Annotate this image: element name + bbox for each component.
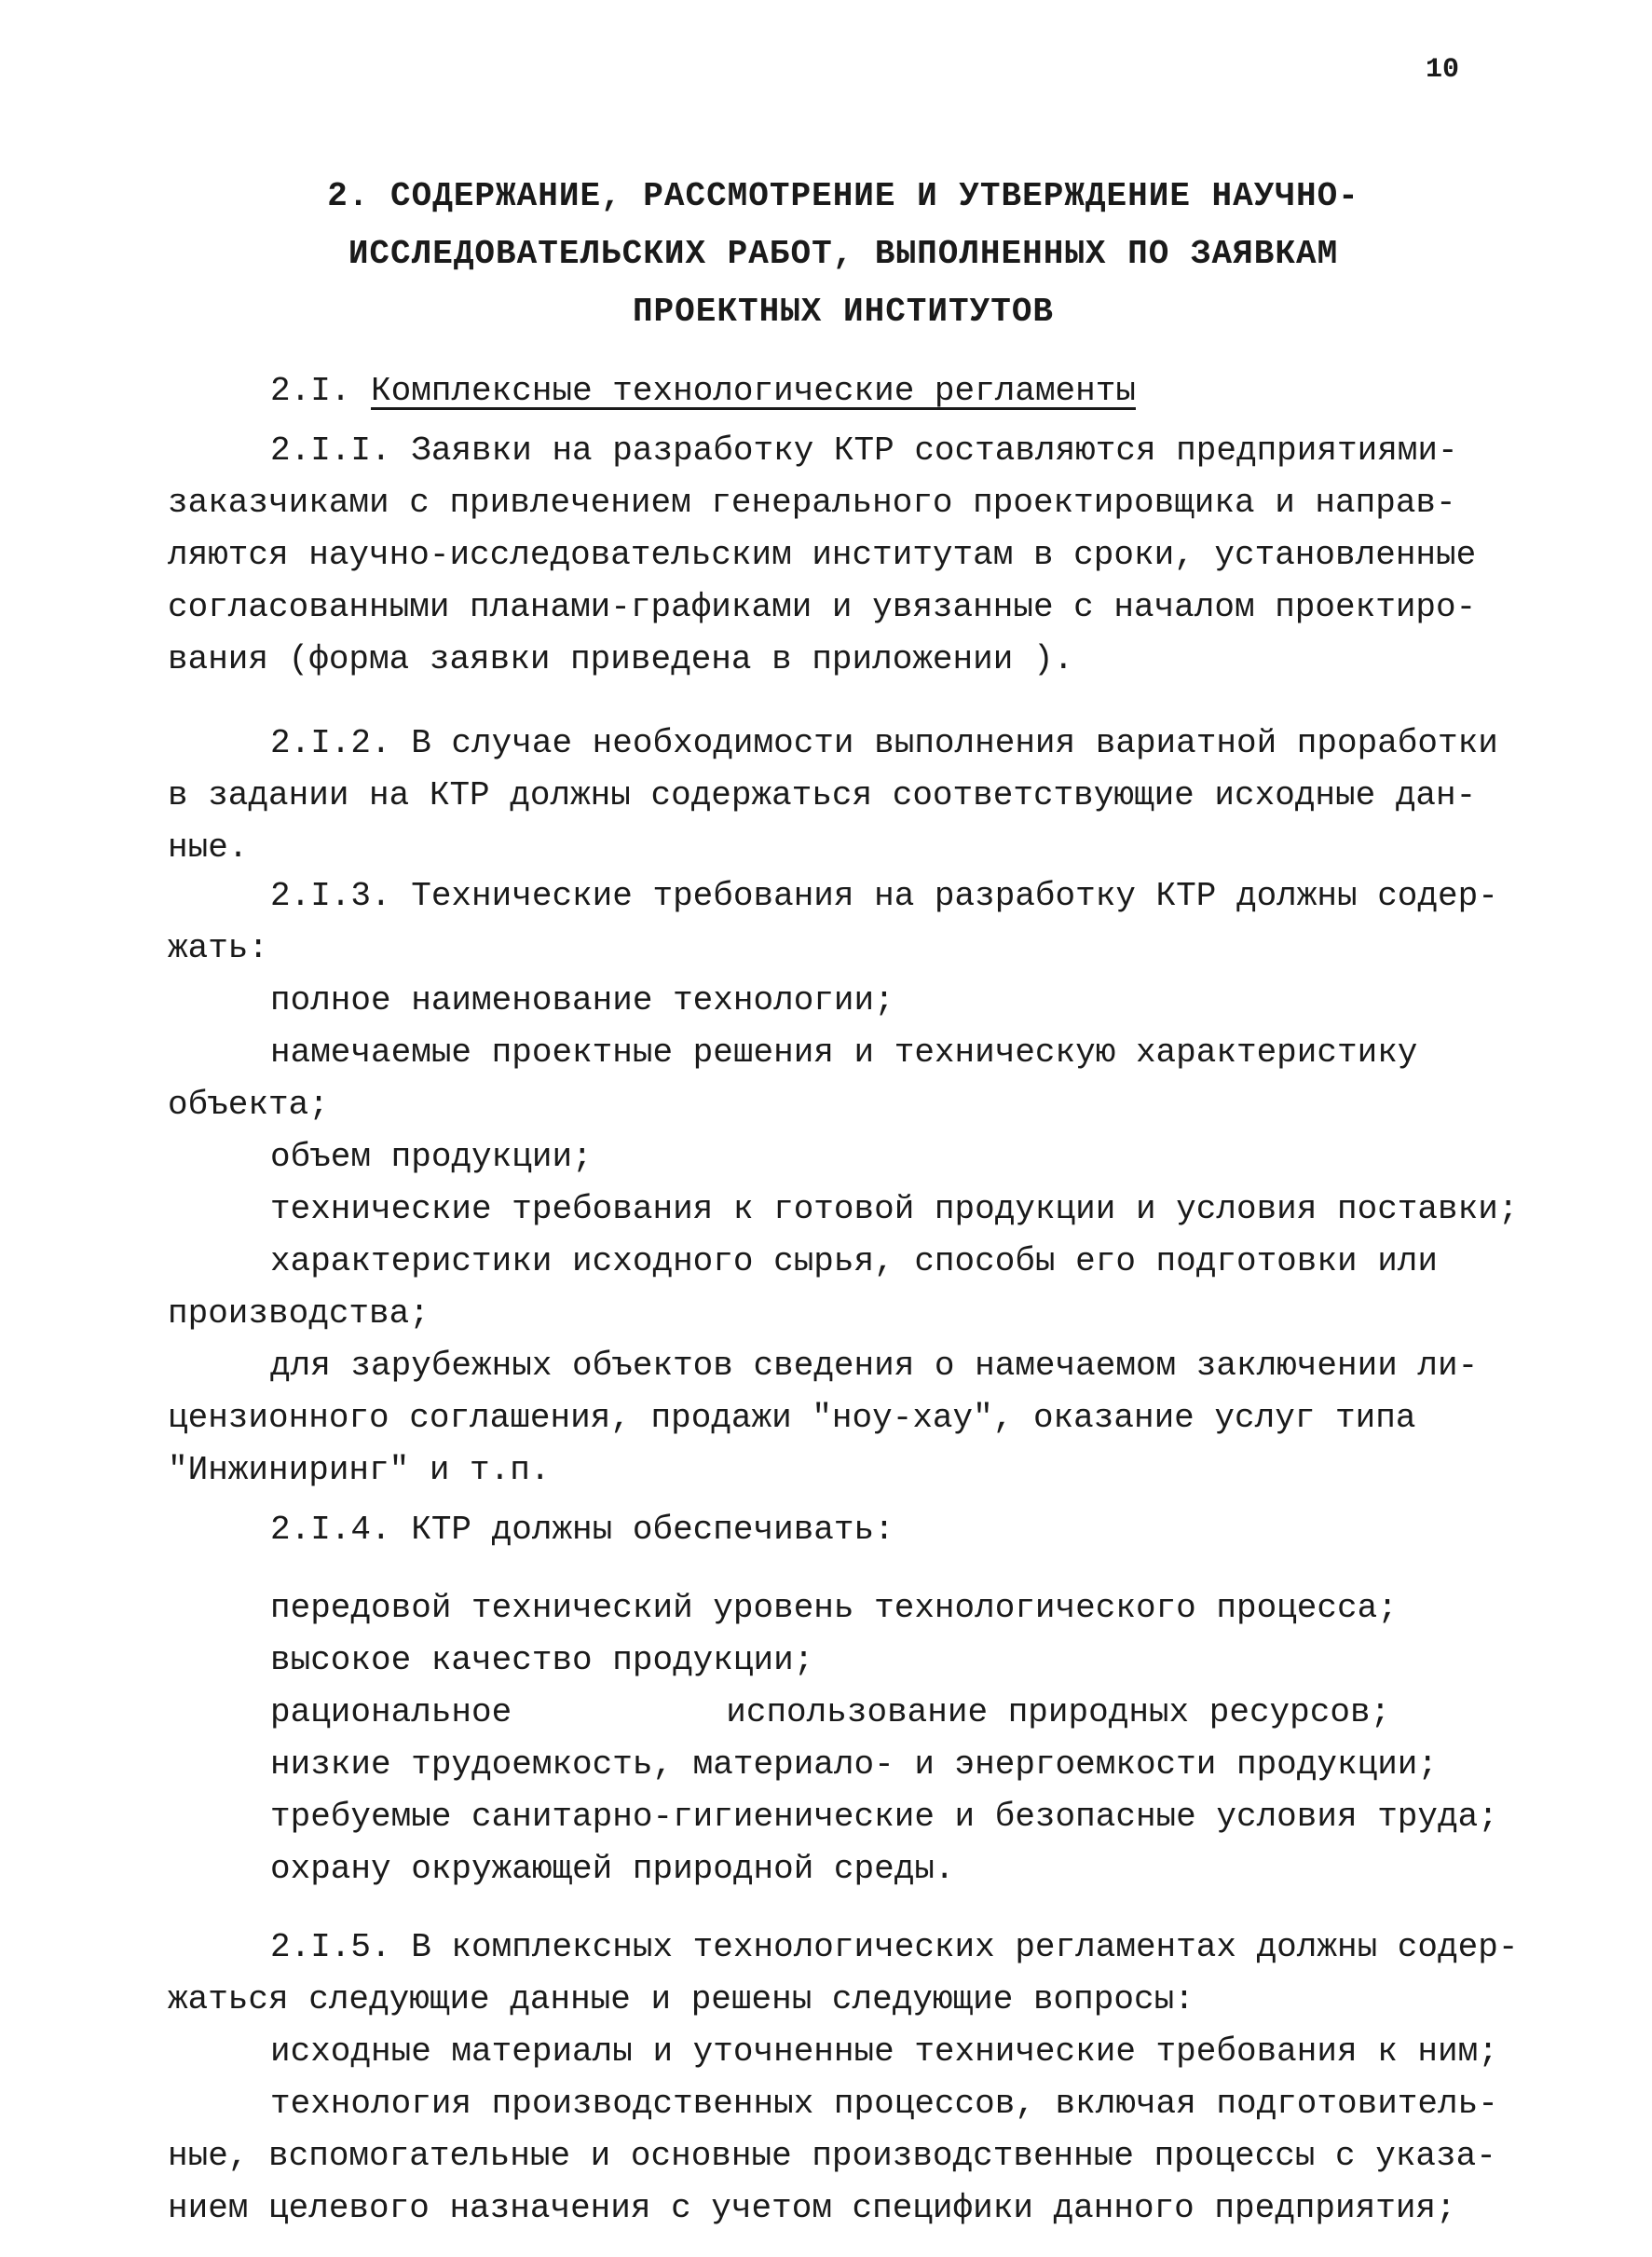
- paragraph-2-1-3: [168, 870, 1528, 1497]
- subsection-number: 2.I.: [270, 372, 351, 410]
- list-item: технология производственных процессов, включая подготовитель-: [270, 2085, 1498, 2123]
- section-title-line: ИССЛЕДОВАТЕЛЬСКИХ РАБОТ, ВЫПОЛНЕННЫХ ПО ЗАЯВКАМ: [348, 235, 1339, 273]
- section-title-line: 2. СОДЕРЖАНИЕ, РАССМОТРЕНИЕ И УТВЕРЖДЕНИЕ НАУЧНО-: [327, 177, 1359, 215]
- list-item: технические требования к готовой продукции и условия поставки;: [270, 1190, 1519, 1228]
- section-title-line: ПРОЕКТНЫХ ИНСТИТУТОВ: [632, 293, 1055, 331]
- list-item-part: использование природных ресурсов;: [726, 1693, 1391, 1731]
- section-title: [307, 168, 1379, 341]
- text-line: вания (форма заявки приведена в приложении ).: [168, 640, 1074, 678]
- text-line: 2.I.I. Заявки на разработку КТР составляются предприятиями-: [270, 431, 1458, 470]
- text-line: нием целевого назначения с учетом специфики данного предприятия;: [168, 2189, 1456, 2227]
- list-item: [168, 1687, 1528, 1739]
- list-item: требуемые санитарно-гигиенические и безопасные условия труда;: [270, 1798, 1498, 1836]
- list-item: охрану окружающей природной среды.: [270, 1850, 955, 1888]
- subsection-heading: [270, 365, 1136, 417]
- list-item: намечаемые проектные решения и техническую характеристику: [270, 1033, 1418, 1072]
- list-item: для зарубежных объектов сведения о намечаемом заключении ли-: [270, 1347, 1479, 1385]
- subsection-title: Комплексные технологические регламенты: [371, 372, 1136, 410]
- list-item: низкие трудоемкость, материало- и энергоемкости продукции;: [270, 1745, 1439, 1784]
- list-item: объем продукции;: [270, 1138, 593, 1176]
- text-line: жать:: [168, 929, 269, 967]
- paragraph-2-1-2: [168, 718, 1528, 874]
- list-item: передовой технический уровень технологического процесса;: [270, 1589, 1398, 1627]
- text-line: жаться следующие данные и решены следующие вопросы:: [168, 1980, 1195, 2018]
- text-line: ные, вспомогательные и основные производственные процессы с указа-: [168, 2137, 1496, 2175]
- text-line: 2.I.4. КТР должны обеспечивать:: [270, 1511, 894, 1549]
- list-item: высокое качество продукции;: [270, 1641, 814, 1679]
- text-line: объекта;: [168, 1086, 329, 1124]
- text-line: в задании на КТР должны содержаться соответствующие исходные дан-: [168, 776, 1477, 814]
- text-line: ные.: [168, 828, 249, 867]
- text-line: ляются научно-исследовательским институтам в сроки, установленные: [168, 536, 1477, 574]
- text-line: цензионного соглашения, продажи "ноу-хау", оказание услуг типа: [168, 1399, 1416, 1437]
- list-item-part: рациональное: [270, 1693, 512, 1731]
- page-number: 10: [1426, 54, 1460, 86]
- paragraph-2-1-4: [168, 1504, 1528, 1556]
- text-line: 2.I.3. Технические требования на разработку КТР должны содер-: [270, 877, 1498, 915]
- list-item: полное наименование технологии;: [270, 981, 894, 1019]
- text-line: 2.I.2. В случае необходимости выполнения вариатной проработки: [270, 724, 1498, 762]
- paragraph-2-1-1: [168, 425, 1528, 686]
- text-line: заказчиками с привлечением генерального проектировщика и направ-: [168, 484, 1456, 522]
- list-item: исходные материалы и уточненные технические требования к ним;: [270, 2032, 1498, 2071]
- text-line: согласованными планами-графиками и увязанные с началом проектиро-: [168, 588, 1477, 626]
- text-line: 2.I.5. В комплексных технологических регламентах должны содер-: [270, 1928, 1519, 1966]
- text-line: производства;: [168, 1294, 430, 1333]
- text-line: "Инжиниринг" и т.п.: [168, 1451, 551, 1489]
- list-2-1-4: [168, 1582, 1528, 1895]
- paragraph-2-1-5: [168, 1922, 1528, 2235]
- list-item: характеристики исходного сырья, способы его подготовки или: [270, 1242, 1439, 1280]
